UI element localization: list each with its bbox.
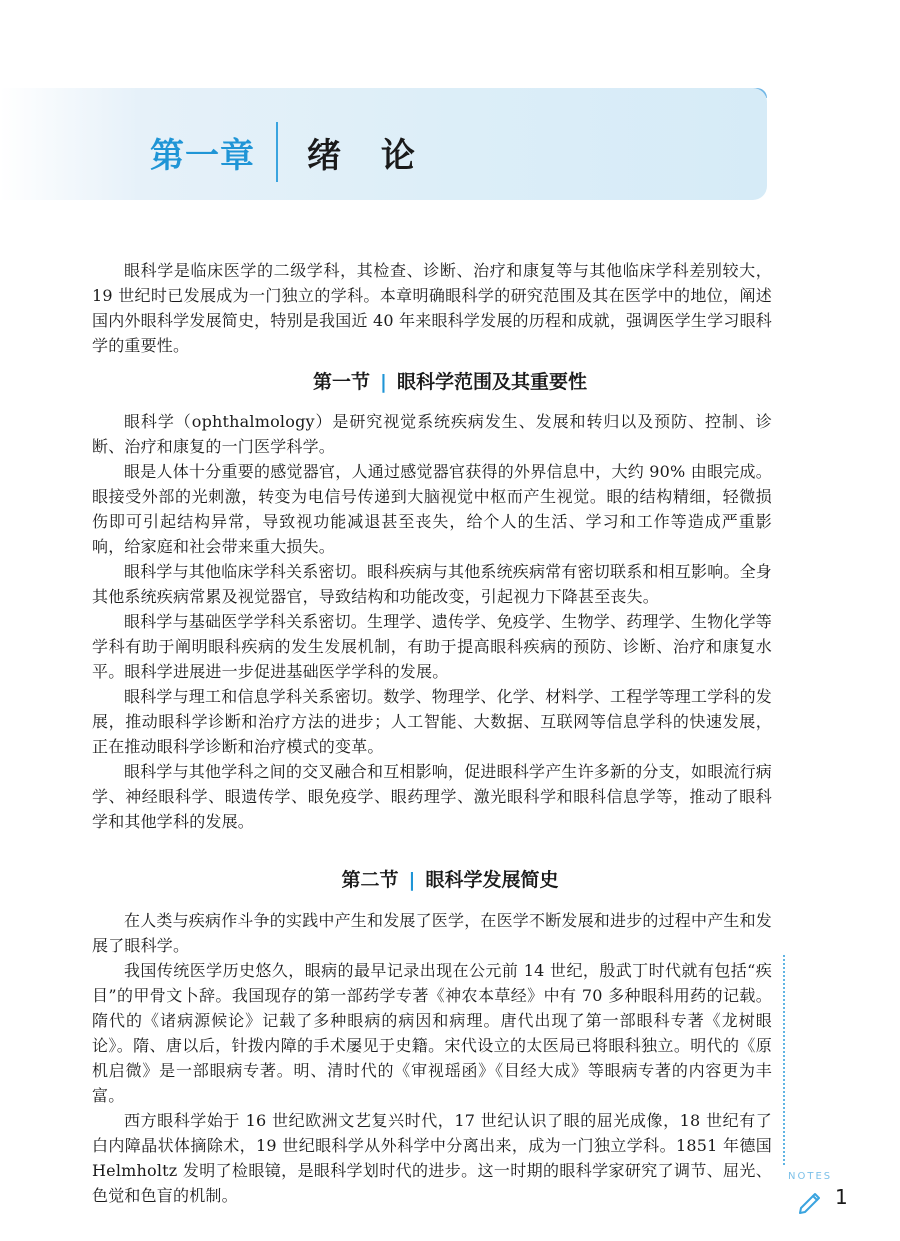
- pencil-icon: [795, 1186, 823, 1214]
- section-2-body: [92, 908, 772, 1208]
- section-divider: |: [380, 371, 387, 393]
- section-number: 第一节: [313, 371, 371, 393]
- page-number: 1: [835, 1185, 848, 1209]
- paragraph: 眼科学与基础医学学科关系密切。生理学、遗传学、免疫学、生物学、药理学、生物化学等学科有助于阐明眼科疾病的发生发展机制，有助于提高眼科疾病的预防、诊断、治疗和康复水平。眼科学进展进一步促进基础医学学科的发展。: [92, 612, 773, 681]
- intro-paragraph: 眼科学是临床医学的二级学科，其检查、诊断、治疗和康复等与其他临床学科差别较大，19 世纪时已发展成为一门独立的学科。本章明确眼科学的研究范围及其在医学中的地位，阐述国内外眼科学发展简史，特别是我国近 40 年来眼科学发展的历程和成就，强调医学生学习眼科学的重要性。: [92, 261, 772, 355]
- chapter-divider: [276, 122, 278, 182]
- chapter-number: 第一章: [150, 136, 255, 176]
- section-divider: |: [408, 869, 416, 891]
- section-1-body: [92, 409, 772, 834]
- section-title: 眼科学范围及其重要性: [396, 371, 587, 393]
- notes-label: NOTES: [788, 1171, 833, 1182]
- section-heading-2: [0, 865, 900, 892]
- paragraph: 眼科学与其他临床学科关系密切。眼科疾病与其他系统疾病常有密切联系和相互影响。全身其他系统疾病常累及视觉器官，导致结构和功能改变，引起视力下降甚至丧失。: [92, 562, 773, 606]
- section-heading-1: [0, 367, 900, 394]
- paragraph: 西方眼科学始于 16 世纪欧洲文艺复兴时代，17 世纪认识了眼的屈光成像，18 世纪有了白内障晶状体摘除术，19 世纪眼科学从外科学中分离出来，成为一门独立学科。1851 年德国 Helmholtz 发明了检眼镜，是眼科学划时代的进步。这一时期的眼科学家研究了调节、屈光、色觉和色盲的机制。: [92, 1111, 772, 1205]
- paragraph: 眼是人体十分重要的感觉器官，人通过感觉器官获得的外界信息中，大约 90% 由眼完成。眼接受外部的光刺激，转变为电信号传递到大脑视觉中枢而产生视觉。眼的结构精细，轻微损伤即可引起结构异常，导致视功能减退甚至丧失，给个人的生活、学习和工作等造成严重影响，给家庭和社会带来重大损失。: [92, 462, 772, 556]
- paragraph: 在人类与疾病作斗争的实践中产生和发展了医学，在医学不断发展和进步的过程中产生和发展了眼科学。: [92, 911, 773, 955]
- paragraph: 眼科学与理工和信息学科关系密切。数学、物理学、化学、材料学、工程学等理工学科的发展，推动眼科学诊断和治疗方法的进步；人工智能、大数据、互联网等信息学科的快速发展，正在推动眼科学诊断和治疗模式的变革。: [92, 687, 773, 756]
- section-number: 第二节: [341, 869, 399, 891]
- notes-rail: [783, 955, 785, 1165]
- intro-block: [92, 258, 772, 358]
- paragraph: 眼科学与其他学科之间的交叉融合和互相影响，促进眼科学产生许多新的分支，如眼流行病学、神经眼科学、眼遗传学、眼免疫学、眼药理学、激光眼科学和眼科信息学等，推动了眼科学和其他学科的发展。: [92, 762, 773, 831]
- paragraph: 眼科学（ophthalmology）是研究视觉系统疾病发生、发展和转归以及预防、控制、诊断、治疗和康复的一门医学科学。: [92, 412, 772, 456]
- chapter-title: 绪 论: [307, 136, 429, 176]
- section-title: 眼科学发展简史: [425, 869, 559, 891]
- paragraph: 我国传统医学历史悠久，眼病的最早记录出现在公元前 14 世纪，殷武丁时代就有包括“疾目”的甲骨文卜辞。我国现存的第一部药学专著《神农本草经》中有 70 多种眼科用药的记载。隋代的《诸病源候论》记载了多种眼病的病因和病理。唐代出现了第一部眼科专著《龙树眼论》。隋、唐以后，针拨内障的手术屡见于史籍。宋代设立的太医局已将眼科独立。明代的《原机启微》是一部眼病专著。明、清时代的《审视瑶函》《目经大成》等眼病专著的内容更为丰富。: [92, 961, 772, 1105]
